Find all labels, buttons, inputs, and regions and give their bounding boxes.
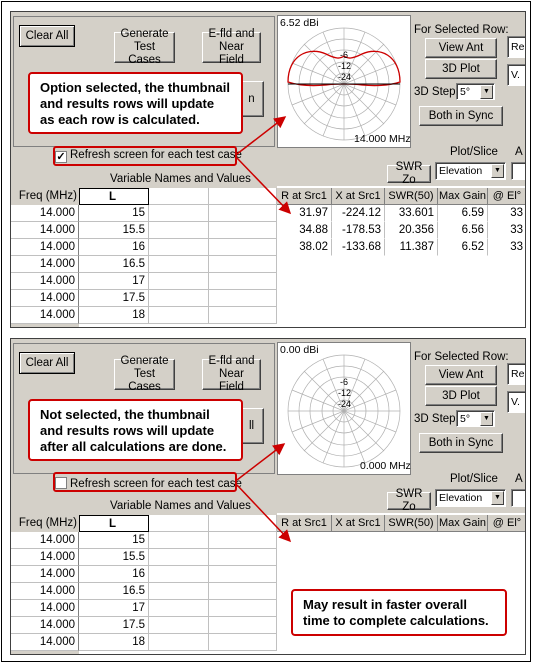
variable-value-cell[interactable]: 16.5 [79,583,149,600]
pattern-thumbnail[interactable] [277,342,411,475]
results-cell [385,549,438,566]
variable-value-cell[interactable]: 16.5 [79,256,149,273]
results-row[interactable] [277,273,526,290]
results-cell [488,532,526,549]
thumbnail-gain-label: 0.00 dBi [280,344,319,356]
thumbnail-frequency-label: 14.000 MHz [354,133,411,145]
variable-value-cell[interactable]: 17 [79,273,149,290]
top-panel [10,11,526,328]
efield-near-field-button[interactable] [202,28,261,66]
dropdown-arrow-icon: ▼ [480,412,493,426]
table-row[interactable] [11,600,277,617]
freq-cell: 14.000 [11,222,79,239]
variable-column-header[interactable]: L [79,515,149,532]
results-row[interactable] [277,205,526,222]
ring-label: -6 [340,50,349,60]
cut-combo-2[interactable] [507,64,526,86]
variable-names-header: Variable Names and Values [110,173,251,185]
table-row[interactable] [11,617,277,634]
results-column-header[interactable]: Max Gain [438,188,488,205]
view-ant-button[interactable] [425,365,497,385]
freq-cell: 14.000 [11,290,79,307]
variables-table [11,515,277,655]
results-row[interactable] [277,634,526,651]
3d-plot-label: 3D Plot [442,62,480,75]
3d-step-value: 5° [460,413,471,425]
results-cell [438,256,488,273]
3d-plot-label: 3D Plot [442,389,480,402]
results-column-header[interactable]: X at Src1 [332,515,385,532]
swr-zo-button[interactable] [387,488,431,513]
results-cell: 34.88 [277,222,332,239]
results-cell [438,307,488,324]
variables-header-row [11,188,277,205]
results-cell [385,256,438,273]
variables-table [11,188,277,328]
results-row[interactable] [277,549,526,566]
results-cell [385,273,438,290]
results-cell [277,532,332,549]
results-column-header[interactable]: R at Src1 [277,515,332,532]
results-cell: 33.601 [385,205,438,222]
variable-names-header: Variable Names and Values [110,500,251,512]
table-row[interactable] [11,532,277,549]
results-cell [277,256,332,273]
results-cell [332,532,385,549]
both-in-sync-button[interactable] [419,433,503,453]
refresh-checkbox-label: Refresh screen for each test case [70,149,242,161]
both-in-sync-label: Both in Sync [428,109,494,122]
cut-angle-input[interactable] [511,162,526,180]
results-cell: -133.68 [332,239,385,256]
table-row[interactable] [11,634,277,651]
results-cell [332,290,385,307]
generate-test-cases-button[interactable] [114,355,175,393]
results-cell [438,532,488,549]
freq-cell: 14.000 [11,307,79,324]
cut-combo-1-value: Re [511,368,525,380]
3d-plot-button[interactable] [425,59,497,79]
results-column-header[interactable]: @ El° [488,188,526,205]
empty-cell [209,617,277,634]
clear-all-label: Clear All [25,356,69,369]
3d-plot-button[interactable] [425,386,497,406]
view-ant-button[interactable] [425,38,497,58]
clear-all-label: Clear All [25,29,69,42]
results-column-header[interactable]: Max Gain [438,515,488,532]
variable-value-cell[interactable]: 15 [79,205,149,222]
checkbox-highlight [53,146,237,166]
results-cell [438,549,488,566]
generate-label-1: Generate [120,28,169,40]
results-cell [385,532,438,549]
cut-combo-1-value: Re [511,41,525,53]
thumbnail-gain-label: 6.52 dBi [280,17,319,29]
empty-cell [209,256,277,273]
clear-all-button[interactable] [19,352,75,374]
plot-slice-label: Plot/Slice [450,146,498,158]
plot-slice-value: Elevation [439,492,483,504]
empty-cell [149,634,209,651]
generate-label-2: Test Cases [128,41,161,66]
swr-zo-button[interactable] [387,161,431,186]
results-column-header[interactable]: SWR(50) [385,515,438,532]
pattern-thumbnail[interactable] [277,15,411,148]
cut-a-label: A [515,473,523,485]
empty-cell [209,239,277,256]
dropdown-arrow-icon: ▼ [491,491,504,505]
empty-cell [209,290,277,307]
cut-combo-2-value: V. [511,396,520,408]
results-cell [277,634,332,651]
ring-label: -6 [340,377,349,387]
efld-label-1: E-fld and [208,28,255,40]
for-selected-row-label: For Selected Row: [414,351,509,363]
view-ant-label: View Ant [438,41,484,54]
table-row[interactable] [11,222,277,239]
variable-value-cell[interactable]: 15.5 [79,549,149,566]
empty-cell [209,583,277,600]
empty-cell [149,583,209,600]
3d-step-select[interactable] [456,83,495,100]
hidden-button-label: n [248,92,255,105]
variable-value-cell[interactable]: 17 [79,600,149,617]
table-row[interactable] [11,256,277,273]
variable-value-cell[interactable]: 18 [79,634,149,651]
freq-column-header: Freq (MHz) [11,515,79,532]
empty-cell [149,617,209,634]
results-row[interactable] [277,532,526,549]
table-row[interactable] [11,566,277,583]
results-cell: -178.53 [332,222,385,239]
both-in-sync-label: Both in Sync [428,436,494,449]
results-cell: 31.97 [277,205,332,222]
empty-cell [149,256,209,273]
plot-slice-select[interactable] [435,489,506,507]
results-header-row [277,188,526,205]
freq-cell: 14.000 [11,239,79,256]
results-cell [438,290,488,307]
freq-cell: 14.000 [11,532,79,549]
cut-combo-1[interactable] [507,363,526,385]
results-row[interactable] [277,222,526,239]
results-row[interactable] [277,566,526,583]
ring-label: -24 [338,399,352,409]
cut-combo-2-value: V. [511,69,520,81]
cut-combo-2[interactable] [507,391,526,413]
results-cell [277,290,332,307]
empty-cell [149,205,209,222]
empty-cell [149,307,209,324]
variable-value-cell[interactable]: 17.5 [79,617,149,634]
cut-combo-1[interactable] [507,36,526,58]
results-row[interactable] [277,256,526,273]
results-row[interactable] [277,307,526,324]
results-cell [385,634,438,651]
variable-value-cell[interactable]: 16 [79,566,149,583]
results-cell [277,549,332,566]
table-row[interactable] [11,307,277,324]
results-cell [438,634,488,651]
efld-label-2: Near Field [219,41,244,66]
results-cell [332,256,385,273]
3d-step-label: 3D Step [414,86,456,98]
callout-faster [291,589,507,636]
freq-cell: 14.000 [11,583,79,600]
table-row[interactable] [11,239,277,256]
results-cell [488,307,526,324]
cut-a-label: A [515,146,523,158]
plot-slice-value: Elevation [439,165,483,177]
freq-column-header: Freq (MHz) [11,188,79,205]
results-cell: 33 [488,205,526,222]
results-cell [385,307,438,324]
results-cell [277,273,332,290]
results-cell [332,566,385,583]
empty-header-cell [149,188,209,205]
freq-cell: 14.000 [11,634,79,651]
checkbox-box[interactable]: ✓ [56,151,66,163]
empty-cell [149,290,209,307]
empty-cell [149,600,209,617]
variable-value-cell[interactable]: 15.5 [79,222,149,239]
3d-step-select[interactable] [456,410,495,427]
results-cell [332,307,385,324]
thumbnail-frequency-label: 0.000 MHz [360,460,411,472]
callout-selected-text: Option selected, the thumbnail and results rows will update as each row is calculated. [40,80,230,127]
view-ant-label: View Ant [438,368,484,381]
3d-step-label: 3D Step [414,413,456,425]
empty-cell [209,307,277,324]
results-cell [332,634,385,651]
hidden-button-label: ll [248,419,255,432]
swr-zo-label: SWR Zo [395,488,423,513]
results-cell [277,566,332,583]
empty-cell [209,634,277,651]
results-cell: 6.52 [438,239,488,256]
both-in-sync-button[interactable] [419,106,503,126]
empty-header-cell [209,515,277,532]
callout-faster-text: May result in faster overall time to complete calculations. [303,597,489,628]
empty-header-cell [209,188,277,205]
swr-zo-label: SWR Zo [395,161,423,186]
results-cell: 6.59 [438,205,488,222]
for-selected-row-label: For Selected Row: [414,24,509,36]
empty-cell [149,239,209,256]
results-column-header[interactable]: @ El° [488,515,526,532]
variable-value-cell[interactable]: 15 [79,532,149,549]
results-table [277,188,526,328]
clear-all-button[interactable] [19,25,75,47]
empty-cell [209,566,277,583]
selected-row-group [411,341,515,453]
dropdown-arrow-icon: ▼ [480,85,493,99]
results-cell [488,549,526,566]
results-cell: 20.356 [385,222,438,239]
plot-slice-select[interactable] [435,162,506,180]
results-cell [488,634,526,651]
results-cell: 6.56 [438,222,488,239]
ring-label: -12 [338,61,352,71]
generate-test-cases-button[interactable] [114,28,175,66]
variable-value-cell[interactable]: 17.5 [79,290,149,307]
results-cell [332,273,385,290]
efld-label-1: E-fld and [208,355,255,367]
results-header-row [277,515,526,532]
generate-label-1: Generate [120,355,169,367]
dropdown-arrow-icon: ▼ [491,164,504,178]
generate-label-2: Test Cases [128,368,161,393]
empty-cell [209,222,277,239]
results-column-header[interactable]: SWR(50) [385,188,438,205]
callout-selected [28,72,243,134]
empty-cell [149,566,209,583]
empty-header-cell [149,515,209,532]
results-cell [277,307,332,324]
refresh-checkbox-label: Refresh screen for each test case [70,478,242,490]
results-cell [488,256,526,273]
freq-cell: 14.000 [11,549,79,566]
variable-column-header[interactable]: L [79,188,149,205]
results-cell [488,566,526,583]
ring-label: -24 [338,72,352,82]
freq-cell: 14.000 [11,617,79,634]
results-column-header[interactable]: R at Src1 [277,188,332,205]
callout-not-selected-text: Not selected, the thumbnail and results rows will update after all calculations are done. [40,407,227,454]
freq-cell: 14.000 [11,256,79,273]
plot-slice-label: Plot/Slice [450,473,498,485]
checkbox-highlight [53,472,237,492]
callout-not-selected [28,399,243,461]
efld-label-2: Near Field [219,368,244,393]
3d-step-value: 5° [460,86,471,98]
results-cell [438,566,488,583]
results-column-header[interactable]: X at Src1 [332,188,385,205]
empty-cell [209,205,277,222]
selected-row-group [411,14,515,126]
results-row[interactable] [277,239,526,256]
efield-near-field-button[interactable] [202,355,261,393]
results-cell [488,273,526,290]
results-cell: 11.387 [385,239,438,256]
results-cell: 33 [488,239,526,256]
results-cell [488,290,526,307]
results-cell [438,273,488,290]
table-row[interactable] [11,273,277,290]
results-cell [332,549,385,566]
freq-cell: 14.000 [11,600,79,617]
results-row[interactable] [277,290,526,307]
freq-cell: 14.000 [11,273,79,290]
variable-value-cell[interactable]: 18 [79,307,149,324]
freq-cell: 14.000 [11,205,79,222]
table-row[interactable] [11,290,277,307]
empty-cell [149,222,209,239]
freq-cell: 14.000 [11,566,79,583]
empty-cell [209,273,277,290]
results-cell: -224.12 [332,205,385,222]
ring-label: -12 [338,388,352,398]
cut-angle-input[interactable] [511,489,526,507]
results-cell: 33 [488,222,526,239]
results-cell [385,290,438,307]
empty-cell [149,532,209,549]
variable-value-cell[interactable]: 16 [79,239,149,256]
results-cell [385,566,438,583]
results-cell: 38.02 [277,239,332,256]
empty-cell [149,273,209,290]
table-row[interactable] [11,549,277,566]
variables-header-row [11,515,277,532]
empty-cell [209,600,277,617]
empty-cell [209,532,277,549]
empty-cell [209,549,277,566]
table-row[interactable] [11,205,277,222]
table-row[interactable] [11,583,277,600]
empty-cell [149,549,209,566]
